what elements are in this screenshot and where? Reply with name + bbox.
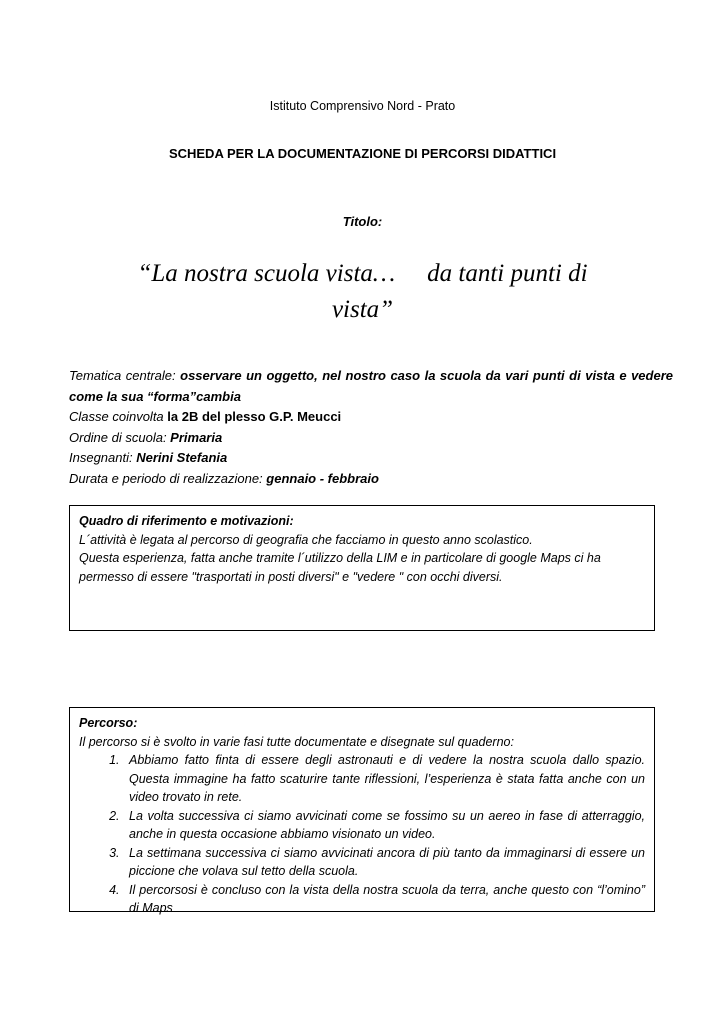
percorso-steps [79,751,645,918]
document-heading: SCHEDA PER LA DOCUMENTAZIONE DI PERCORSI DIDATTICI [168,146,557,161]
tematica-row [69,366,673,387]
classe-row [69,407,673,428]
percorso-title: Percorso: [79,716,138,730]
project-title [120,256,605,328]
classe-label: Classe coinvolta [69,409,168,424]
list-item: 4. Il percorsosi è concluso con la vista della nostra scuola da terra, anche questo con “l’omino” di Maps [123,881,645,918]
quadro-title: Quadro di riferimento e motivazioni: [79,514,294,528]
list-item: 1. Abbiamo fatto finta di essere degli astronauti e di vedere la nostra scuola dallo spazio. Questa immagine ha fatto scaturire tante riflessioni, l’esperienza è stata fatta anche con un video trovato in rete. [123,751,645,807]
durata-row [69,469,673,490]
project-metadata [69,366,673,489]
percorso-box [69,707,655,915]
quadro-line2: Questa esperienza, fatta anche tramite l´utilizzo della LIM e in particolare di google Maps ci ha permesso di essere ʺtrasportati in posti diversiʺ e ʺvedere ʺ con occhi diversi. [79,551,601,584]
classe-value: la 2B del plesso G.P. Meucci [167,409,342,424]
insegnanti-value: Nerini Stefania [136,450,228,465]
insegnanti-label: Insegnanti: [69,450,137,465]
tematica-value-a: osservare un oggetto, nel nostro caso la scuola da vari punti di vista e vedere [180,368,673,383]
list-item: 3. La settimana successiva ci siamo avvicinati ancora di più tanto da immaginarsi di essere un piccione che volava sul tetto della scuola. [123,844,645,881]
project-title-part2: da tanti punti di [427,260,588,287]
ordine-row [69,428,673,449]
tematica-row-cont [69,387,673,408]
durata-label: Durata e periodo di realizzazione: [69,470,267,486]
tematica-value-b: come la sua “forma”cambia [69,388,241,404]
durata-value: gennaio - febbraio [266,470,379,486]
project-title-part3: vista” [331,296,394,323]
ordine-value: Primaria [170,429,223,445]
list-item: 2. La volta successiva ci siamo avvicinati come se fossimo su un aereo in fase di atterraggio, anche in questa occasione abbiamo visionato un video. [123,807,645,844]
title-label: Titolo: [342,214,383,229]
insegnanti-row [69,448,673,469]
quadro-box [69,505,655,631]
percorso-intro: Il percorso si è svolto in varie fasi tutte documentate e disegnate sul quaderno: [79,734,514,749]
ordine-label: Ordine di scuola: [69,429,171,445]
tematica-label: Tematica centrale: [69,368,181,383]
project-title-part1: “La nostra scuola vista… [137,260,396,287]
quadro-line1: L´attività è legata al percorso di geografia che facciamo in questo anno scolastico. [79,532,533,547]
institute-name: Istituto Comprensivo Nord - Prato [269,99,456,113]
